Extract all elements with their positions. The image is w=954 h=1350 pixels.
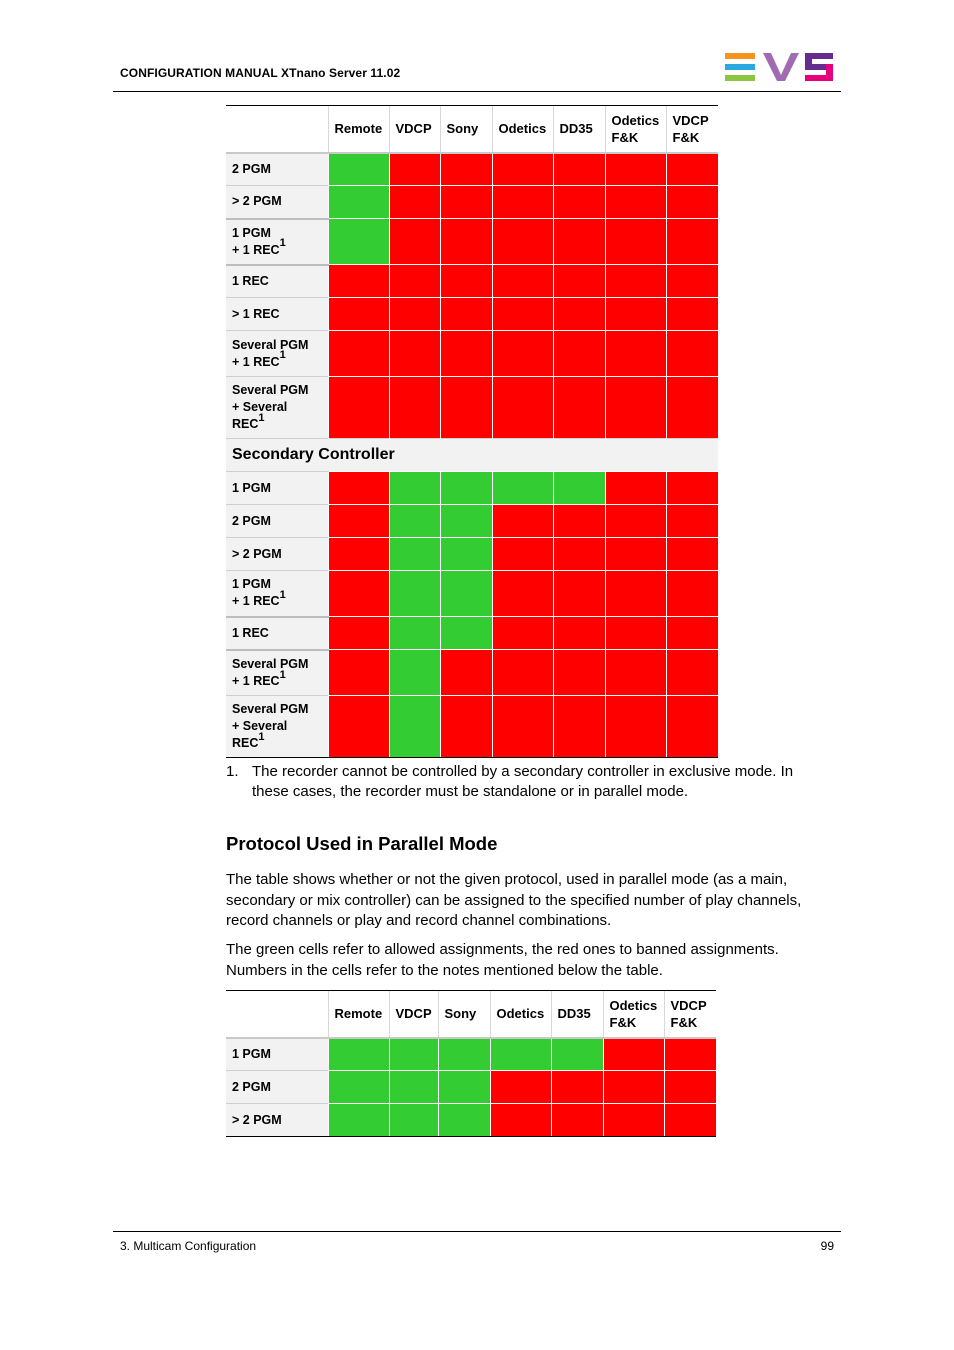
- row-label-line: 1 REC: [232, 273, 269, 288]
- banned-cell: [492, 617, 553, 650]
- banned-cell: [553, 331, 605, 377]
- row-label: [226, 153, 328, 186]
- banned-cell: [664, 1104, 716, 1137]
- banned-cell: [440, 219, 492, 265]
- intro-paragraph: The table shows whether or not the given protocol, used in parallel mode (as a main, secondary or mix controller) can be assigned to the specified number of play channels, record channels or play and record channel combinations.: [226, 871, 802, 929]
- allowed-cell: [438, 1071, 490, 1104]
- table-row: [226, 153, 718, 186]
- row-label-line: REC: [232, 417, 259, 431]
- footnote: [226, 762, 826, 802]
- allowed-cell: [490, 1038, 551, 1071]
- banned-cell: [328, 505, 389, 538]
- table-header-row: [226, 106, 718, 153]
- column-header-sublabel: F&K: [672, 129, 700, 145]
- row-label-line: 1 REC: [232, 625, 269, 640]
- banned-cell: [603, 1104, 664, 1137]
- banned-cell: [389, 219, 440, 265]
- section-heading: Protocol Used in Parallel Mode: [226, 833, 498, 854]
- allowed-cell: [492, 472, 553, 505]
- banned-cell: [492, 331, 553, 377]
- footnote-number: 1.: [226, 763, 239, 780]
- banned-cell: [492, 696, 553, 758]
- allowed-cell: [389, 1038, 438, 1071]
- allowed-cell: [440, 538, 492, 571]
- allowed-cell: [440, 472, 492, 505]
- banned-cell: [328, 696, 389, 758]
- column-header-label: Odetics: [498, 121, 547, 137]
- banned-cell: [553, 538, 605, 571]
- column-header-label: Sony: [446, 121, 479, 137]
- banned-cell: [389, 377, 440, 439]
- row-label: [226, 617, 328, 650]
- banned-cell: [492, 538, 553, 571]
- allowed-cell: [438, 1104, 490, 1137]
- allowed-cell: [438, 1038, 490, 1071]
- row-label-line: 2 PGM: [232, 513, 271, 528]
- banned-cell: [440, 650, 492, 696]
- allowed-cell: [328, 1071, 389, 1104]
- allowed-cell: [389, 505, 440, 538]
- footnote-marker: 1: [279, 349, 286, 362]
- allowed-cell: [389, 1071, 438, 1104]
- row-label: [226, 538, 328, 571]
- banned-cell: [440, 186, 492, 219]
- table-row: [226, 571, 718, 617]
- banned-cell: [666, 186, 718, 219]
- banned-cell: [440, 331, 492, 377]
- evs-logo: [725, 51, 835, 83]
- allowed-cell: [328, 219, 389, 265]
- banned-cell: [328, 298, 389, 331]
- banned-cell: [328, 377, 389, 439]
- allowed-cell: [389, 696, 440, 758]
- row-label: [226, 696, 328, 758]
- column-header-odetics-fandk: [605, 106, 666, 153]
- column-header-label: DD35: [559, 121, 593, 137]
- column-header-sony: [440, 106, 492, 153]
- banned-cell: [666, 298, 718, 331]
- allowed-cell: [328, 1104, 389, 1137]
- allowed-cell: [328, 1038, 389, 1071]
- column-header-label: VDCP: [672, 112, 709, 128]
- banned-cell: [603, 1071, 664, 1104]
- row-label-line: 1 PGM: [232, 1046, 271, 1061]
- banned-cell: [440, 696, 492, 758]
- banned-cell: [440, 298, 492, 331]
- row-label-line: 2 PGM: [232, 1079, 271, 1094]
- allowed-cell: [389, 1104, 438, 1137]
- row-label: [226, 1071, 328, 1104]
- header-corner: [226, 106, 328, 153]
- table-row: [226, 265, 718, 298]
- table-row: [226, 219, 718, 265]
- allowed-cell: [389, 472, 440, 505]
- column-header-dd35: [551, 991, 603, 1038]
- banned-cell: [666, 377, 718, 439]
- banned-cell: [551, 1104, 603, 1137]
- banned-cell: [664, 1038, 716, 1071]
- row-label-line: Several PGM: [232, 702, 309, 716]
- banned-cell: [492, 298, 553, 331]
- banned-cell: [605, 331, 666, 377]
- section-row: [226, 439, 718, 472]
- header-title: CONFIGURATION MANUAL XTnano Server 11.02: [120, 66, 401, 80]
- table-row: [226, 377, 718, 439]
- column-header-odetics: [492, 106, 553, 153]
- footnote-marker: 1: [279, 589, 286, 602]
- parallel-mode-table: [226, 990, 716, 1137]
- row-label: [226, 377, 328, 439]
- banned-cell: [666, 219, 718, 265]
- row-label: [226, 571, 328, 617]
- row-label-line: > 2 PGM: [232, 1112, 282, 1127]
- banned-cell: [603, 1038, 664, 1071]
- table-row: [226, 298, 718, 331]
- banned-cell: [490, 1104, 551, 1137]
- banned-cell: [328, 571, 389, 617]
- banned-cell: [492, 571, 553, 617]
- banned-cell: [492, 505, 553, 538]
- section-label: Secondary Controller: [226, 439, 718, 472]
- column-header-vdcp-fandk: [666, 106, 718, 153]
- banned-cell: [605, 696, 666, 758]
- banned-cell: [605, 377, 666, 439]
- column-header-label: VDCP: [395, 1006, 432, 1022]
- column-header-label: Odetics: [611, 112, 660, 128]
- banned-cell: [389, 153, 440, 186]
- column-header-remote: [328, 106, 389, 153]
- banned-cell: [553, 617, 605, 650]
- banned-cell: [666, 617, 718, 650]
- row-label-line: + 1 REC: [232, 242, 280, 257]
- footnote-marker: 1: [258, 411, 265, 424]
- row-label-line: Several PGM: [232, 656, 309, 671]
- allowed-cell: [551, 1038, 603, 1071]
- table-row: [226, 472, 718, 505]
- banned-cell: [605, 617, 666, 650]
- row-label-line: REC: [232, 736, 259, 750]
- banned-cell: [666, 650, 718, 696]
- row-label: [226, 1104, 328, 1137]
- banned-cell: [492, 153, 553, 186]
- banned-cell: [490, 1071, 551, 1104]
- page-header: [113, 44, 841, 92]
- banned-cell: [389, 298, 440, 331]
- banned-cell: [666, 331, 718, 377]
- row-label: [226, 298, 328, 331]
- banned-cell: [605, 219, 666, 265]
- footnote-marker: 1: [279, 237, 286, 250]
- footer-chapter: 3. Multicam Configuration: [120, 1239, 257, 1253]
- banned-cell: [553, 298, 605, 331]
- row-label-line: + Several: [232, 719, 288, 733]
- banned-cell: [605, 186, 666, 219]
- row-label: [226, 650, 328, 696]
- banned-cell: [605, 650, 666, 696]
- row-label-line: + 1 REC: [232, 354, 280, 369]
- banned-cell: [553, 571, 605, 617]
- banned-cell: [440, 265, 492, 298]
- row-label-line: Several PGM: [232, 337, 309, 352]
- allowed-cell: [440, 505, 492, 538]
- banned-cell: [389, 265, 440, 298]
- row-label: [226, 219, 328, 265]
- row-label: [226, 505, 328, 538]
- banned-cell: [666, 538, 718, 571]
- table-row: [226, 538, 718, 571]
- banned-cell: [553, 505, 605, 538]
- allowed-cell: [389, 538, 440, 571]
- column-header-vdcp-fandk: [664, 991, 716, 1038]
- allowed-cell: [389, 571, 440, 617]
- row-label: [226, 265, 328, 298]
- footer-page-number: 99: [820, 1239, 834, 1253]
- banned-cell: [440, 153, 492, 186]
- banned-cell: [553, 265, 605, 298]
- table-row: [226, 1071, 716, 1104]
- banned-cell: [605, 472, 666, 505]
- column-header-label: VDCP: [395, 121, 432, 137]
- table-row: [226, 1038, 716, 1071]
- banned-cell: [553, 153, 605, 186]
- row-label: [226, 331, 328, 377]
- banned-cell: [666, 696, 718, 758]
- row-label-line: + 1 REC: [232, 594, 280, 609]
- banned-cell: [553, 219, 605, 265]
- column-header-odetics-fandk: [603, 991, 664, 1038]
- column-header-label: Odetics: [496, 1006, 545, 1022]
- banned-cell: [605, 505, 666, 538]
- column-header-odetics: [490, 991, 551, 1038]
- header-corner: [226, 991, 328, 1038]
- row-label-line: > 1 REC: [232, 306, 280, 321]
- banned-cell: [389, 186, 440, 219]
- banned-cell: [328, 331, 389, 377]
- banned-cell: [492, 186, 553, 219]
- row-label-line: 2 PGM: [232, 161, 271, 176]
- row-label: [226, 186, 328, 219]
- allowed-cell: [389, 650, 440, 696]
- table-row: [226, 1104, 716, 1137]
- allowed-cell: [553, 472, 605, 505]
- column-header-dd35: [553, 106, 605, 153]
- banned-cell: [492, 219, 553, 265]
- banned-cell: [666, 505, 718, 538]
- page-footer: [113, 1231, 841, 1253]
- banned-cell: [328, 650, 389, 696]
- banned-cell: [492, 265, 553, 298]
- row-label-line: > 2 PGM: [232, 194, 282, 209]
- banned-cell: [328, 265, 389, 298]
- banned-cell: [440, 377, 492, 439]
- banned-cell: [605, 265, 666, 298]
- row-label-line: 1 PGM: [232, 225, 271, 240]
- column-header-sublabel: F&K: [611, 129, 639, 145]
- row-label-line: 1 PGM: [232, 577, 271, 592]
- banned-cell: [605, 298, 666, 331]
- column-header-label: VDCP: [670, 997, 707, 1013]
- allowed-cell: [328, 186, 389, 219]
- row-label-line: 1 PGM: [232, 480, 271, 495]
- footnote-marker: 1: [279, 668, 286, 681]
- banned-cell: [492, 377, 553, 439]
- banned-cell: [664, 1071, 716, 1104]
- banned-cell: [666, 153, 718, 186]
- column-header-label: Remote: [334, 1006, 383, 1022]
- banned-cell: [553, 696, 605, 758]
- banned-cell: [551, 1071, 603, 1104]
- column-header-sublabel: F&K: [609, 1014, 637, 1030]
- banned-cell: [553, 377, 605, 439]
- banned-cell: [389, 331, 440, 377]
- row-label-line: > 2 PGM: [232, 546, 282, 561]
- allowed-cell: [440, 571, 492, 617]
- primary-secondary-controller-table: [226, 105, 718, 758]
- column-header-sony: [438, 991, 490, 1038]
- table-row: [226, 505, 718, 538]
- banned-cell: [605, 153, 666, 186]
- table-row: [226, 186, 718, 219]
- column-header-label: Remote: [334, 121, 383, 137]
- row-label-line: + Several: [232, 400, 288, 414]
- footnote-marker: 1: [258, 730, 265, 743]
- column-header-vdcp: [389, 991, 438, 1038]
- column-header-remote: [328, 991, 389, 1038]
- allowed-cell: [328, 153, 389, 186]
- column-header-sublabel: F&K: [670, 1014, 698, 1030]
- column-header-label: Sony: [444, 1006, 477, 1022]
- table-row: [226, 617, 718, 650]
- row-label: [226, 472, 328, 505]
- banned-cell: [328, 472, 389, 505]
- row-label-line: Several PGM: [232, 383, 309, 397]
- banned-cell: [666, 472, 718, 505]
- banned-cell: [553, 186, 605, 219]
- column-header-vdcp: [389, 106, 440, 153]
- banned-cell: [605, 571, 666, 617]
- banned-cell: [492, 650, 553, 696]
- banned-cell: [666, 571, 718, 617]
- row-label-line: + 1 REC: [232, 673, 280, 688]
- row-label: [226, 1038, 328, 1071]
- table-row: [226, 331, 718, 377]
- column-header-label: Odetics: [609, 997, 658, 1013]
- banned-cell: [553, 650, 605, 696]
- banned-cell: [328, 538, 389, 571]
- legend-paragraph: The green cells refer to allowed assignments, the red ones to banned assignments. Numbers in the cells refer to the notes mentioned below the table.: [226, 941, 779, 979]
- banned-cell: [605, 538, 666, 571]
- table-row: [226, 650, 718, 696]
- banned-cell: [666, 265, 718, 298]
- allowed-cell: [389, 617, 440, 650]
- banned-cell: [328, 617, 389, 650]
- table-header-row: [226, 991, 716, 1038]
- column-header-label: DD35: [557, 1006, 591, 1022]
- footnote-text: The recorder cannot be controlled by a secondary controller in exclusive mode. In these cases, the recorder must be standalone or in parallel mode.: [252, 763, 794, 800]
- allowed-cell: [440, 617, 492, 650]
- table-row: [226, 696, 718, 758]
